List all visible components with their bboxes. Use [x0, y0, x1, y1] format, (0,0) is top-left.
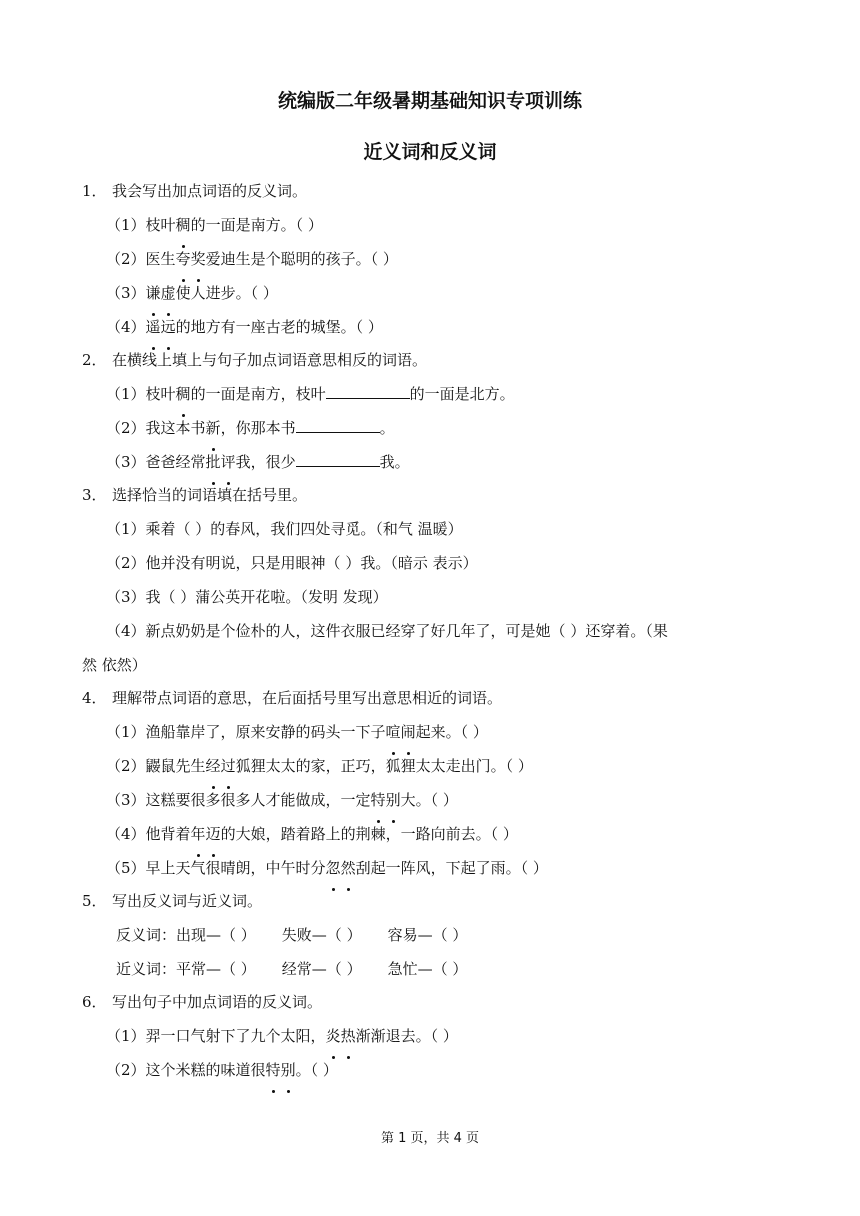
- q3-item-4-continued: 然 依然）: [82, 656, 147, 674]
- question-number: 6．: [82, 993, 107, 1011]
- page-footer: 第 1 页，共 4 页: [380, 1131, 480, 1146]
- dotted-word: 批评: [206, 453, 236, 471]
- q1-item-2: （2）医生夸奖爱迪生是个聪明的孩子。（ ）: [82, 242, 782, 276]
- q1-item-4: （4）遥远的地方有一座古老的城堡。（ ）: [82, 310, 782, 344]
- q4-item-1: （1）渔船靠岸了，原来安静的码头一下子喧闹起来。（ ）: [82, 715, 782, 749]
- dotted-word: 遥远: [146, 318, 176, 336]
- q3-item-4: （4）新点奶奶是个俭朴的人，这件衣服已经穿了好几年了，可是她（ ）还穿着。（果: [106, 622, 668, 640]
- dotted-word: 喧闹: [386, 723, 416, 741]
- question-1: [82, 175, 782, 208]
- q6-item-2: （2）这个米糕的味道很特别。（ ）: [82, 1053, 782, 1087]
- question-number: 3．: [82, 486, 107, 504]
- question-number: 4．: [82, 689, 107, 707]
- dotted-word: 谦虚: [146, 284, 176, 302]
- dotted-word: 忽然: [326, 859, 356, 877]
- q4-item-5: （5）早上天气很晴朗，中午时分忽然刮起一阵风，下起了雨。（ ）: [82, 851, 782, 885]
- question-2: [82, 344, 782, 377]
- q6-item-1: （1）羿一口气射下了九个太阳，炎热渐渐退去。（ ）: [82, 1019, 782, 1053]
- document-title: 统编版二年级暑期基础知识专项训练: [277, 90, 582, 112]
- question-list: [82, 175, 782, 1087]
- question-text: 写出句子中加点词语的反义词。: [112, 993, 323, 1011]
- dotted-word: 炎热: [326, 1027, 356, 1045]
- antonym-row: 反义词：出现—（ ） 失败—（ ） 容易—（ ）: [116, 926, 468, 944]
- question-4: [82, 682, 782, 715]
- question-text: 写出反义词与近义词。: [112, 892, 263, 910]
- dotted-word: 年迈: [191, 825, 221, 843]
- question-text: 选择恰当的词语填在括号里。: [112, 486, 308, 504]
- q3-item-2: （2）他并没有明说，只是用眼神（ ）我。（暗示 表示）: [106, 554, 478, 572]
- question-text: 理解带点词语的意思，在后面括号里写出意思相近的词语。: [112, 689, 503, 707]
- document-subtitle: 近义词和反义词: [363, 141, 497, 163]
- question-text: 我会写出加点词语的反义词。: [112, 182, 308, 200]
- dotted-word: 特别: [266, 1061, 296, 1079]
- dotted-word: 稠: [176, 216, 191, 234]
- answer-blank[interactable]: [296, 418, 380, 433]
- synonym-row: 近义词：平常—（ ） 经常—（ ） 急忙—（ ）: [116, 960, 468, 978]
- question-number: 5．: [82, 892, 107, 910]
- question-text: 在横线上填上与句子加点词语意思相反的词语。: [112, 351, 428, 369]
- answer-blank[interactable]: [326, 384, 410, 399]
- q4-item-3: （3）这糕要很多很多人才能做成，一定特别大。（ ）: [82, 783, 782, 817]
- q1-item-3: （3）谦虚使人进步。（ ）: [82, 276, 782, 310]
- dotted-word: 经过: [206, 757, 236, 775]
- q4-item-2: （2）鼹鼠先生经过狐狸太太的家，正巧，狐狸太太走出门。（ ）: [82, 749, 782, 783]
- q1-item-1: （1）枝叶稠的一面是南方。（ ）: [82, 208, 782, 242]
- q3-item-1: （1）乘着（ ）的春风，我们四处寻觅。（和气 温暖）: [106, 520, 463, 538]
- dotted-word: 新: [206, 419, 221, 437]
- question-number: 1．: [82, 182, 107, 200]
- question-3: [82, 479, 782, 512]
- dotted-word: 特别: [371, 791, 401, 809]
- question-6: [82, 986, 782, 1019]
- q4-item-4: （4）他背着年迈的大娘，踏着路上的荆棘，一路向前去。（ ）: [82, 817, 782, 851]
- question-number: 2．: [82, 351, 107, 369]
- question-5: [82, 885, 782, 918]
- q3-item-3: （3）我（ ）蒲公英开花啦。（发明 发现）: [106, 588, 388, 606]
- q2-item-2: （2）我这本书新，你那本书 。: [82, 411, 782, 445]
- q2-item-3: （3）爸爸经常批评我，很少 我。: [82, 445, 782, 479]
- answer-blank[interactable]: [296, 452, 380, 467]
- dotted-word: 稠: [176, 385, 191, 403]
- dotted-word: 夸奖: [176, 250, 206, 268]
- q2-item-1: （1）枝叶稠的一面是南方，枝叶 的一面是北方。: [82, 377, 782, 411]
